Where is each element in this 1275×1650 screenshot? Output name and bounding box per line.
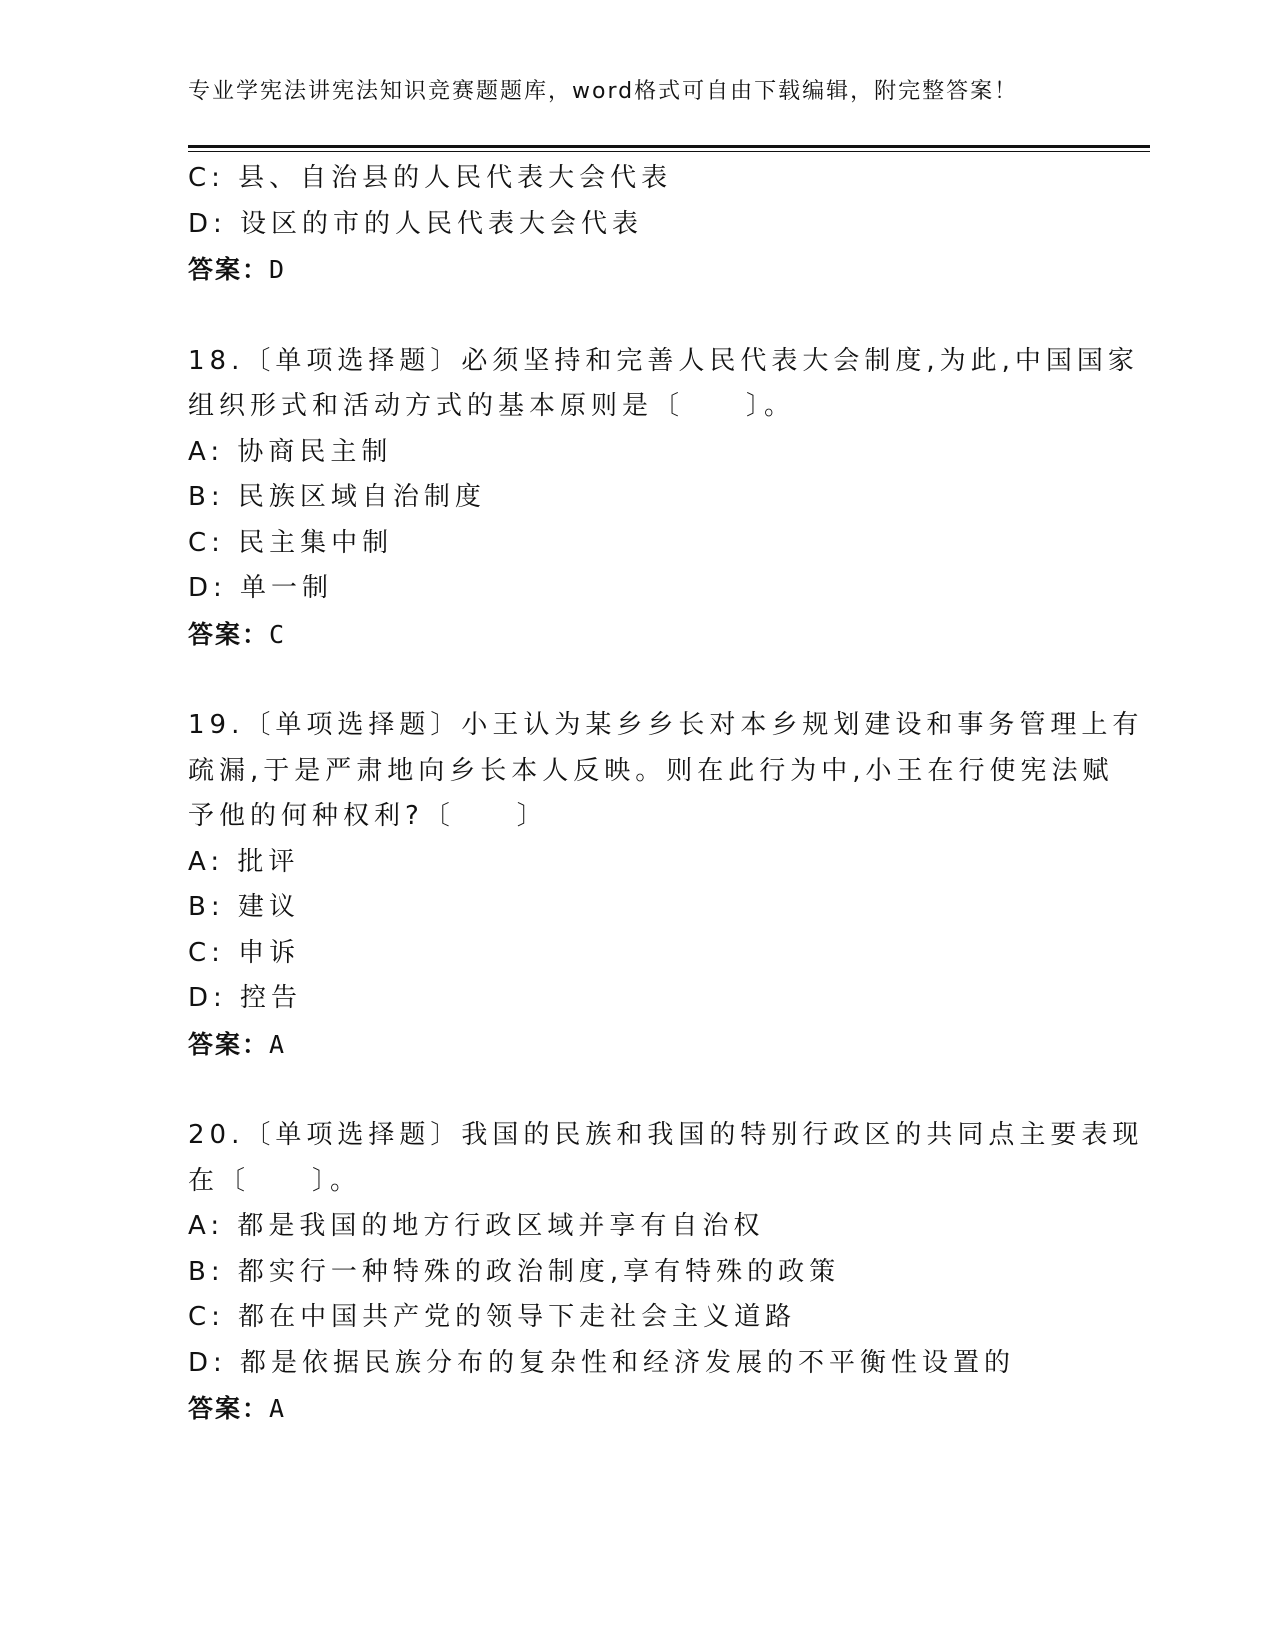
answer-label: 答案： bbox=[188, 1394, 270, 1423]
option-b: B: 民族区域自治制度 bbox=[188, 482, 486, 512]
header-rule-thin bbox=[188, 151, 1150, 152]
question-stem-line: 19.〔单项选择题〕小王认为某乡乡长对本乡规划建设和事务管理上有 bbox=[188, 710, 1144, 740]
option-a: A: 协商民主制 bbox=[188, 436, 393, 467]
question-17-continuation bbox=[188, 156, 1088, 293]
question-stem-line: 予他的何种权利?〔 〕 bbox=[188, 801, 548, 831]
option-b: B: 建议 bbox=[188, 892, 300, 922]
option-c: C: 都在中国共产党的领导下走社会主义道路 bbox=[188, 1302, 797, 1332]
question-19 bbox=[188, 703, 1144, 1067]
option-d: D: 单一制 bbox=[188, 573, 334, 603]
option-c: C: 申诉 bbox=[188, 937, 301, 968]
question-stem-line: 疏漏,于是严肃地向乡长本人反映。则在此行为中,小王在行使宪法赋 bbox=[188, 755, 1114, 786]
spacer bbox=[188, 657, 1088, 703]
question-stem-line: 20.〔单项选择题〕我国的民族和我国的特别行政区的共同点主要表现 bbox=[188, 1120, 1144, 1150]
option-c: C: 民主集中制 bbox=[188, 527, 394, 558]
question-stem-line: 18.〔单项选择题〕必须坚持和完善人民代表大会制度,为此,中国国家 bbox=[188, 345, 1139, 376]
option-b: B: 都实行一种特殊的政治制度,享有特殊的政策 bbox=[188, 1256, 841, 1287]
question-stem-line: 在〔 〕。 bbox=[188, 1165, 362, 1196]
page-header: 专业学宪法讲宪法知识竞赛题题库，word格式可自由下载编辑，附完整答案！ bbox=[188, 79, 1019, 104]
option-d: D: 控告 bbox=[188, 983, 303, 1013]
option-a: A: 都是我国的地方行政区域并享有自治权 bbox=[188, 1211, 765, 1241]
spacer bbox=[188, 1067, 1088, 1113]
option-a: A: 批评 bbox=[188, 846, 300, 877]
answer-value: C bbox=[269, 619, 287, 649]
answer-line bbox=[188, 247, 1088, 293]
option-d: D: 设区的市的人民代表大会代表 bbox=[188, 208, 644, 239]
document-body bbox=[188, 156, 1144, 1432]
answer-label: 答案： bbox=[188, 1029, 270, 1059]
spacer bbox=[188, 293, 1088, 339]
option-d: D: 都是依据民族分布的复杂性和经济发展的不平衡性设置的 bbox=[188, 1347, 1016, 1378]
answer-label: 答案： bbox=[188, 255, 270, 284]
question-20 bbox=[188, 1113, 1144, 1432]
answer-line bbox=[188, 1022, 1088, 1068]
answer-line bbox=[188, 1386, 1088, 1432]
question-stem-line: 组织形式和活动方式的基本原则是〔 〕。 bbox=[188, 391, 796, 421]
answer-line bbox=[188, 612, 1088, 658]
question-18 bbox=[188, 339, 1139, 658]
option-c: C: 县、自治县的人民代表大会代表 bbox=[188, 163, 673, 193]
answer-label: 答案： bbox=[188, 619, 270, 649]
answer-value: A bbox=[269, 1029, 287, 1059]
answer-value: D bbox=[269, 255, 287, 284]
answer-value: A bbox=[269, 1394, 287, 1423]
header-rule-thick bbox=[188, 145, 1150, 148]
